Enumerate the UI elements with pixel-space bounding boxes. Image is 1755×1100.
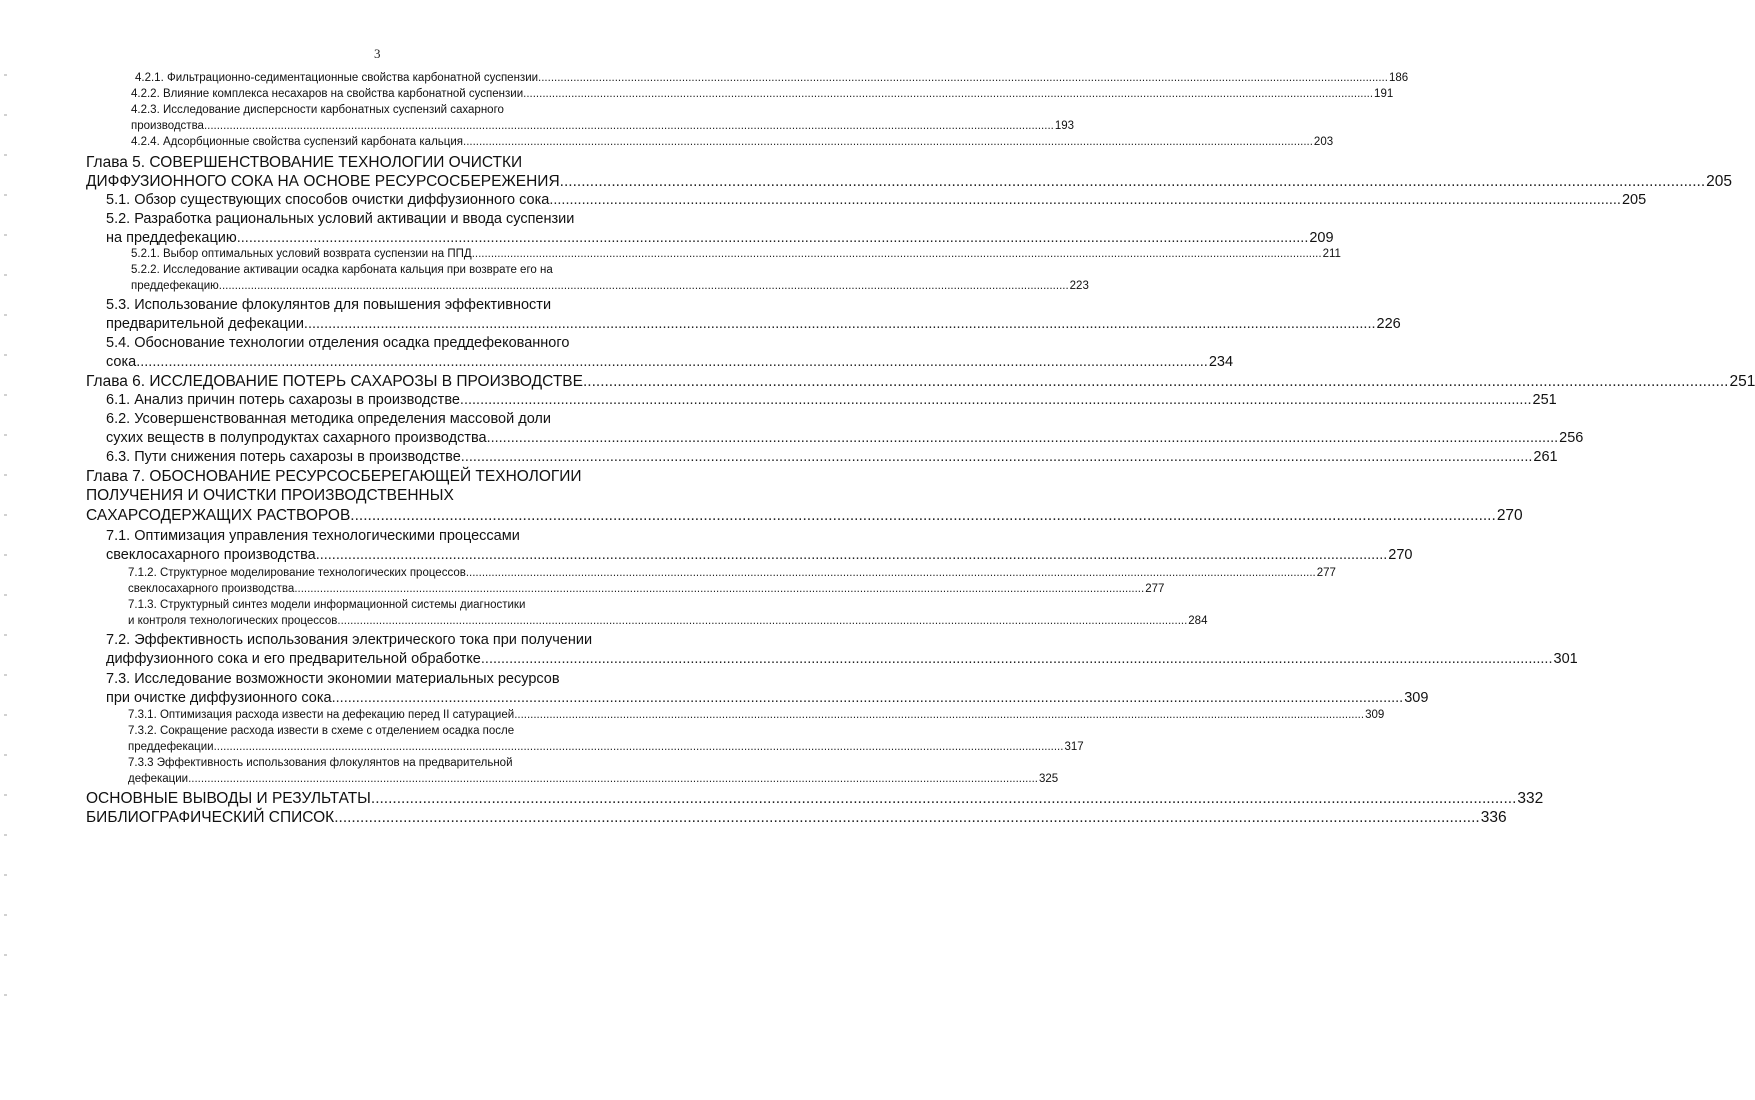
toc-entry-line	[131, 247, 1341, 262]
toc-entry-title: 7.3.3 Эффективность использования флокулянтов на предварительной	[128, 757, 513, 769]
toc-entry-title: 5.4. Обоснование технологии отделения осадка преддефекованного	[106, 335, 570, 351]
toc-entry-line	[106, 410, 676, 429]
toc-page-number: 301	[1553, 651, 1578, 667]
toc-dot-leader	[549, 191, 1621, 210]
toc-dot-leader	[214, 740, 1064, 755]
toc-dot-leader	[188, 772, 1038, 787]
toc-dot-leader	[304, 315, 1376, 334]
toc-entry-title: при очистке диффузионного сока	[106, 690, 332, 706]
toc-entry-title: свеклосахарного производства	[128, 583, 295, 595]
toc-entry-line	[86, 506, 1523, 526]
toc-entry-title: сока	[106, 354, 137, 370]
toc-page-number: 251	[1729, 373, 1755, 390]
toc-dot-leader	[583, 372, 1729, 392]
toc-dot-leader	[294, 582, 1144, 597]
toc-entry-line	[131, 279, 1089, 294]
toc-entry-title: производства	[131, 120, 204, 132]
toc-entry-line	[106, 391, 1557, 410]
toc-entry-line	[106, 429, 1584, 448]
toc-entry-title: 6.2. Усовершенствованная методика определения массовой доли	[106, 411, 551, 427]
toc-entry-line	[106, 353, 1234, 372]
toc-dot-leader	[487, 429, 1559, 448]
toc-entry-title: преддефекацию	[131, 280, 219, 292]
toc-entry-title: Глава 6. ИССЛЕДОВАНИЕ ПОТЕРЬ САХАРОЗЫ В ПРОИЗВОДСТВЕ	[86, 373, 583, 390]
toc-entry-title: 7.3. Исследование возможности экономии материальных ресурсов	[106, 671, 560, 687]
toc-entry-line	[106, 334, 676, 353]
toc-entry-line	[106, 210, 676, 229]
toc-entry-line	[128, 598, 676, 613]
toc-entry-line	[128, 756, 676, 771]
toc-dot-leader	[337, 614, 1187, 629]
toc-entry-line	[86, 467, 676, 487]
toc-entry-line	[106, 191, 1647, 210]
toc-entry-line	[106, 315, 1401, 334]
toc-dot-leader	[466, 566, 1316, 581]
toc-entry-line	[86, 486, 676, 506]
toc-page-number: 336	[1480, 809, 1507, 826]
toc-page-number: 211	[1322, 248, 1341, 260]
toc-dot-leader	[481, 650, 1553, 669]
toc-entry-title: предварительной дефекации	[106, 316, 304, 332]
toc-entry-line	[131, 135, 1334, 150]
toc-page-number: 234	[1208, 354, 1234, 370]
toc-page-number: 317	[1064, 741, 1084, 753]
toc-dot-leader	[460, 391, 1532, 410]
toc-entry-title: 4.2.4. Адсорбционные свойства суспензий карбоната кальция	[131, 136, 464, 148]
toc-entry-title: Глава 5. СОВЕРШЕНСТВОВАНИЕ ТЕХНОЛОГИИ ОЧИСТКИ	[86, 154, 523, 171]
toc-entry-title: ДИФФУЗИОННОГО СОКА НА ОСНОВЕ РЕСУРСОСБЕРЕЖЕНИЯ	[86, 173, 560, 190]
toc-dot-leader	[560, 172, 1706, 192]
toc-entry-title: Глава 7. ОБОСНОВАНИЕ РЕСУРСОСБЕРЕГАЮЩЕЙ ТЕХНОЛОГИИ	[86, 468, 582, 485]
toc-page-number: 223	[1069, 280, 1089, 292]
toc-entry-title: и контроля технологических процессов	[128, 615, 338, 627]
toc-page-number: 325	[1038, 773, 1059, 785]
toc-dot-leader	[136, 353, 1208, 372]
toc-dot-leader	[316, 546, 1388, 565]
toc-dot-leader	[463, 135, 1313, 150]
toc-entry-title: преддефекации	[128, 741, 214, 753]
toc-entry-line	[106, 650, 1578, 669]
toc-page-number: 270	[1496, 507, 1523, 524]
toc-page-number: 205	[1706, 173, 1733, 190]
toc-page-number: 209	[1309, 230, 1334, 246]
toc-page-number: 261	[1533, 449, 1558, 465]
toc-entry-line	[128, 772, 1059, 787]
toc-entry-title: САХАРСОДЕРЖАЩИХ РАСТВОРОВ	[86, 507, 351, 524]
toc-entry-title: 7.1.3. Структурный синтез модели информационной системы диагностики	[128, 599, 526, 611]
toc-dot-leader	[514, 708, 1364, 723]
toc-entry-title: 7.2. Эффективность использования электрического тока при получении	[106, 632, 593, 648]
toc-page-number: 256	[1559, 430, 1584, 446]
toc-page-number: 277	[1316, 567, 1336, 579]
toc-dot-leader	[219, 279, 1069, 294]
toc-entry-line	[106, 689, 1429, 708]
toc-entry-title: сухих веществ в полупродуктах сахарного производства	[106, 430, 487, 446]
toc-page-number: 203	[1313, 136, 1334, 148]
toc-entry-title: ПОЛУЧЕНИЯ И ОЧИСТКИ ПРОИЗВОДСТВЕННЫХ	[86, 487, 454, 504]
toc-page-number: 191	[1374, 88, 1394, 100]
toc-entry-line	[128, 566, 1336, 581]
toc-entry-title: 5.3. Использование флокулянтов для повышения эффективности	[106, 297, 552, 313]
toc-entry-line	[135, 71, 1409, 86]
toc-entry-line	[86, 153, 676, 173]
toc-entry-line	[128, 614, 1208, 629]
toc-entry-line	[131, 87, 1394, 102]
toc-entry-title: диффузионного сока и его предварительной обработке	[106, 651, 481, 667]
toc-dot-leader	[334, 808, 1480, 828]
toc-dot-leader	[523, 87, 1373, 102]
toc-entry-title: 5.1. Обзор существующих способов очистки диффузионного сока	[106, 192, 550, 208]
toc-entry-line	[106, 448, 1558, 467]
toc-page-number: 309	[1365, 709, 1385, 721]
toc-entry-title: 5.2.1. Выбор оптимальных условий возврата суспензии на ППД	[131, 248, 472, 260]
toc-entry-line	[86, 372, 1755, 392]
scan-edge-artifact	[4, 60, 7, 1000]
toc-entry-title: 6.3. Пути снижения потерь сахарозы в производстве	[106, 449, 461, 465]
toc-entry-line	[128, 724, 676, 739]
toc-entry-line	[128, 740, 1084, 755]
toc-entry-title: БИБЛИОГРАФИЧЕСКИЙ СПИСОК	[86, 809, 335, 826]
toc-entry-title: ОСНОВНЫЕ ВЫВОДЫ И РЕЗУЛЬТАТЫ	[86, 790, 371, 807]
toc-entry-title: 5.2. Разработка рациональных условий активации и ввода суспензии	[106, 211, 575, 227]
toc-entry-title: 7.1. Оптимизация управления технологическими процессами	[106, 528, 520, 544]
toc-dot-leader	[461, 448, 1533, 467]
toc-dot-leader	[371, 789, 1517, 809]
page-number: 3	[374, 46, 381, 61]
toc-page-number: 277	[1145, 583, 1165, 595]
toc-dot-leader	[204, 119, 1054, 134]
toc-page-number: 270	[1388, 547, 1413, 563]
toc-entry-line	[131, 263, 676, 278]
toc-entry-line	[128, 708, 1385, 723]
toc-page-number: 332	[1517, 790, 1544, 807]
toc-entry-line	[128, 582, 1165, 597]
toc-page-number: 309	[1404, 690, 1429, 706]
toc-entry-title: 7.1.2. Структурное моделирование технологических процессов	[128, 567, 466, 579]
toc-entry-line	[106, 631, 676, 650]
toc-entry-title: свеклосахарного производства	[106, 547, 316, 563]
toc-entry-line	[106, 546, 1413, 565]
toc-dot-leader	[237, 229, 1309, 248]
toc-entry-line	[106, 229, 1334, 248]
toc-entry-line	[86, 808, 1507, 828]
toc-page-number: 193	[1054, 120, 1075, 132]
toc-entry-title: 4.2.2. Влияние комплекса несахаров на свойства карбонатной суспензии	[131, 88, 524, 100]
toc-entry-line	[131, 103, 676, 118]
toc-entry-line	[86, 172, 1733, 192]
toc-entry-title: на преддефекацию	[106, 230, 237, 246]
toc-dot-leader	[332, 689, 1404, 708]
toc-entry-line	[131, 119, 1075, 134]
toc-page-number: 251	[1532, 392, 1557, 408]
toc-entry-title: 4.2.3. Исследование дисперсности карбонатных суспензий сахарного	[131, 104, 504, 116]
toc-page-number: 284	[1188, 615, 1208, 627]
toc-page-number: 226	[1376, 316, 1401, 332]
toc-entry-title: 6.1. Анализ причин потерь сахарозы в производстве	[106, 392, 460, 408]
toc-entry-line	[86, 789, 1544, 809]
toc-dot-leader	[538, 71, 1388, 86]
toc-page-number: 186	[1388, 72, 1409, 84]
toc-page-number: 205	[1621, 192, 1647, 208]
toc-entry-line	[106, 296, 676, 315]
toc-entry-line	[106, 527, 676, 546]
toc-entry-title: 4.2.1. Фильтрационно-седиментационные свойства карбонатной суспензии	[135, 72, 539, 84]
toc-entry-line	[106, 670, 676, 689]
toc-entry-title: 7.3.1. Оптимизация расхода извести на дефекацию перед II сатурацией	[128, 709, 515, 721]
toc-entry-title: 5.2.2. Исследование активации осадка карбоната кальция при возврате его на	[131, 264, 553, 276]
toc-dot-leader	[472, 247, 1322, 262]
toc-dot-leader	[350, 506, 1496, 526]
toc-entry-title: дефекации	[128, 773, 189, 785]
toc-entry-title: 7.3.2. Сокращение расхода извести в схеме с отделением осадка после	[128, 725, 515, 737]
